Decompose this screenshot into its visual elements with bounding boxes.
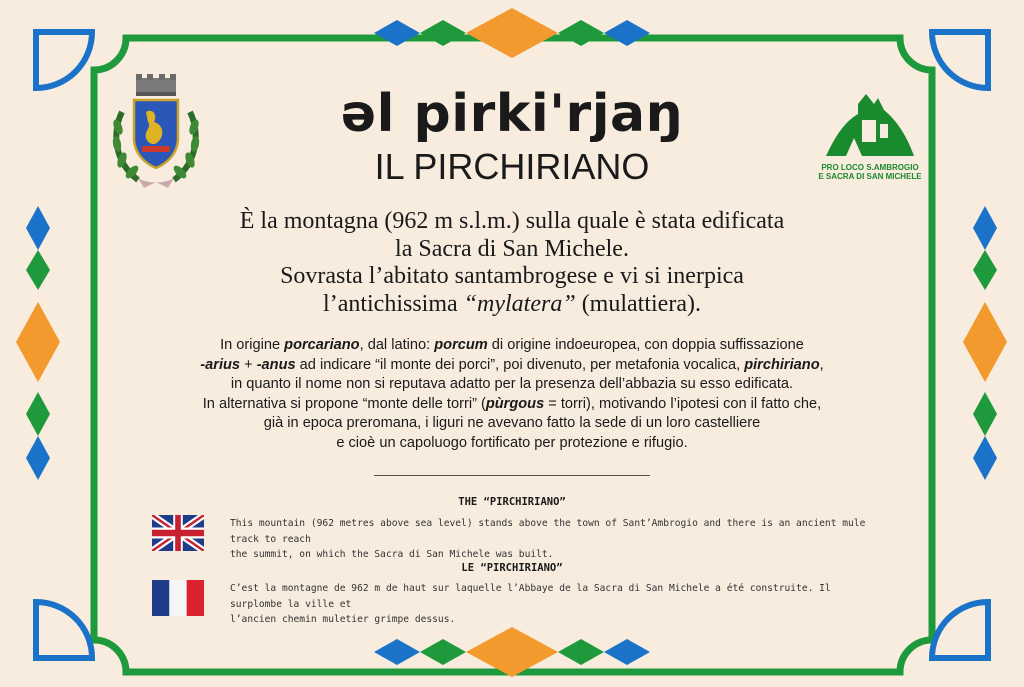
body-text: , xyxy=(819,356,824,373)
body-line: e cioè un capoluogo fortificato per protezione e rifugio. xyxy=(336,434,688,451)
diamond-icon xyxy=(963,302,1007,382)
body-text: di origine indoeuropea, con doppia suffissazione xyxy=(487,337,804,353)
french-text xyxy=(230,581,870,628)
phonetic-title: əl pirki'rjaŋ xyxy=(340,84,684,144)
lead-emphasis: “mylatera” xyxy=(463,290,576,317)
corner-br-icon xyxy=(932,602,988,658)
body-keyword: -arius xyxy=(200,356,241,373)
diamond-icon xyxy=(558,20,604,46)
body-text: + xyxy=(240,356,257,373)
france-flag-icon xyxy=(152,580,204,616)
diamond-icon xyxy=(558,639,604,665)
body-text: = torri), motivando l’ipotesi con il fatto che, xyxy=(544,395,822,412)
body-keyword: pirchiriano xyxy=(744,356,820,373)
body-line: già in epoca preromana, i liguri ne avevano fatto la sede di un loro castelliere xyxy=(263,415,761,432)
uk-flag-icon xyxy=(152,515,204,551)
lead-text: l’antichissima xyxy=(323,290,464,317)
lead-line: È la montagna (962 m s.l.m.) sulla quale è stata edificata xyxy=(239,208,785,234)
english-line: the summit, on which the Sacra di San Michele was built. xyxy=(230,549,554,560)
diamond-icon xyxy=(420,20,466,46)
body-keyword: pùrgous xyxy=(485,395,545,412)
diamond-icon xyxy=(374,20,420,46)
body-text: In origine xyxy=(220,337,285,353)
body-text: ad indicare “il monte dei porci”, poi divenuto, per metafonia vocalica, xyxy=(295,356,745,373)
french-line: C’est la montagne de 962 m de haut sur laquelle l’Abbaye de la Sacra di San Michele a été construite. Il surplombe la ville et xyxy=(230,583,831,610)
english-text xyxy=(230,516,870,563)
diamond-icon xyxy=(26,250,50,290)
diamond-icon xyxy=(26,436,50,480)
body-text: , dal latino: xyxy=(359,337,435,353)
diamond-icon xyxy=(420,639,466,665)
lead-line: la Sacra di San Michele. xyxy=(395,235,629,262)
diamond-icon xyxy=(973,250,997,290)
english-heading: THE “PIRCHIRIANO” xyxy=(458,496,566,508)
diamond-icon xyxy=(973,392,997,436)
body-line xyxy=(140,336,884,356)
body-line xyxy=(140,395,884,415)
corner-tl-icon xyxy=(36,32,92,88)
page-title: IL PIRCHIRIANO xyxy=(374,146,650,187)
diamond-icon xyxy=(604,20,650,46)
diamond-icon xyxy=(16,302,60,382)
corner-bl-icon xyxy=(36,602,92,658)
english-line: This mountain (962 metres above sea level) stands above the town of Sant’Ambrogio and there is an ancient mule track to reach xyxy=(230,518,866,545)
body-keyword: -anus xyxy=(256,356,296,373)
body-keyword: porcariano xyxy=(284,337,360,353)
body-line xyxy=(140,356,884,376)
lead-line xyxy=(140,291,884,319)
diamond-icon xyxy=(466,8,558,58)
pro-loco-line1: PRO LOCO S.AMBROGIO xyxy=(821,163,919,172)
lead-text: (mulattiera). xyxy=(575,290,701,317)
french-heading: LE “PIRCHIRIANO” xyxy=(461,562,563,574)
body-keyword: porcum xyxy=(434,337,488,353)
lead-paragraph xyxy=(140,208,884,318)
diamond-icon xyxy=(26,392,50,436)
diamond-icon xyxy=(973,436,997,480)
body-paragraph xyxy=(140,336,884,454)
pro-loco-line2: E SACRA DI SAN MICHELE xyxy=(818,172,922,181)
french-line: l’ancien chemin muletier grimpe dessus. xyxy=(230,614,456,625)
diamond-icon xyxy=(604,639,650,665)
diamond-icon xyxy=(26,206,50,250)
divider xyxy=(374,475,650,476)
lead-line: Sovrasta l’abitato santambrogese e vi si inerpica xyxy=(280,263,744,289)
body-text: In alternativa si propone “monte delle torri” ( xyxy=(202,395,486,412)
diamond-icon xyxy=(973,206,997,250)
body-line: in quanto il nome non si reputava adatto per la presenza dell’abbazia su esso edificata. xyxy=(230,376,794,393)
corner-tr-icon xyxy=(932,32,988,88)
diamond-icon xyxy=(374,639,420,665)
